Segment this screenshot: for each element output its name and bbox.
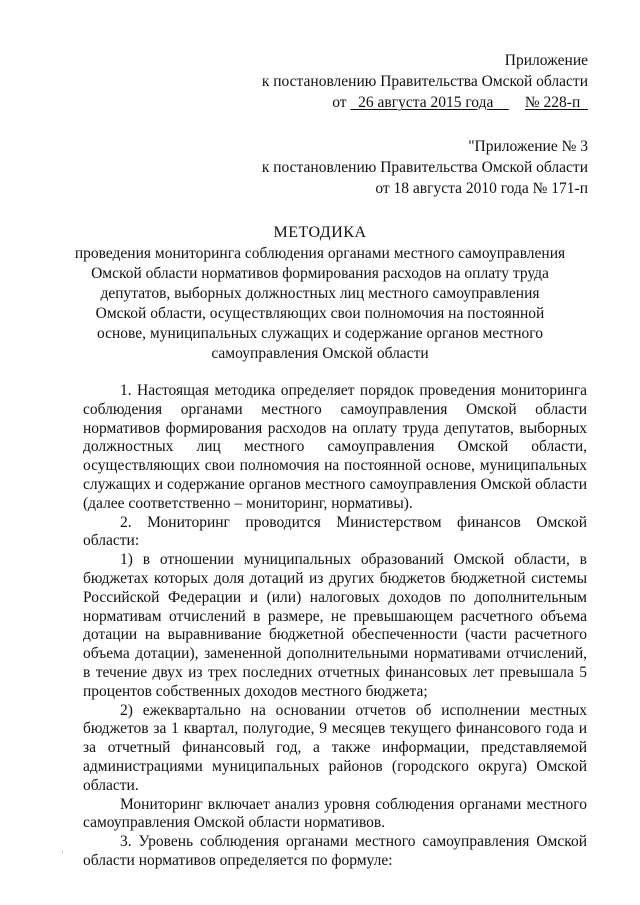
title-heading: МЕТОДИКА	[273, 224, 367, 241]
prior-appendix-header	[262, 136, 588, 199]
prior-resolution-date: от 18 августа 2010 года № 171-п	[375, 180, 588, 197]
paragraph-2: 2. Мониторинг проводится Министерством финансов Омской области:	[83, 513, 587, 550]
title-line-1: проведения мониторинга соблюдения органами местного самоуправления	[74, 245, 566, 262]
appendix-header	[262, 50, 588, 113]
appendix-date-line	[262, 92, 588, 113]
resolution-number-text: № 228-п	[524, 94, 581, 111]
title-line-3: депутатов, выборных должностных лиц местного самоуправления	[100, 285, 540, 302]
resolution-date	[350, 94, 508, 111]
appendix-resolution-ref: к постановлению Правительства Омской области	[261, 73, 588, 90]
paragraph-1: 1. Настоящая методика определяет порядок проведения мониторинга соблюдения органами местного самоуправления Омской области нормативов формирования расходов на оплату труда депутатов, выборных должностных лиц местного самоуправления Омской области, осуществляющих свои полномочия на постоянной основе, муниципальных служащих и содержание органов местного самоуправления Омской области (далее соответственно – мониторинг, нормативы).	[83, 382, 587, 512]
document-body	[83, 382, 587, 871]
title-line-6: самоуправления Омской области	[211, 345, 429, 362]
date-prefix: от	[332, 94, 347, 111]
title-line-2: Омской области нормативов формирования расходов на оплату труда	[91, 265, 549, 282]
title-line-5: основе, муниципальных служащих и содержание органов местного	[97, 325, 543, 342]
resolution-number	[525, 94, 588, 111]
appendix-label: Приложение	[504, 52, 588, 69]
prior-resolution-ref: к постановлению Правительства Омской области	[261, 159, 588, 176]
scan-artifact	[62, 850, 63, 854]
methodology-title	[60, 223, 580, 364]
paragraph-4: 2) ежеквартально на основании отчетов об исполнении местных бюджетов за 1 квартал, полугодие, 9 месяцев текущего финансового года и за отчетный финансовый год, а также информации, представляемой администрациями муниципальных районов (городского округа) Омской области.	[83, 701, 587, 794]
paragraph-3: 1) в отношении муниципальных образований Омской области, в бюджетах которых доля дотаций из других бюджетов бюджетной системы Российской Федерации и (или) налоговых доходов по дополнительным нормативам отчислений в размере, не превышающем расчетного объема дотации на выравнивание бюджетной обеспеченности (части расчетного объема дотации), замененной дополнительными нормативами отчислений, в течение двух из трех последних отчетных финансовых лет превышала 5 процентов собственных доходов местного бюджета;	[83, 551, 587, 700]
paragraph-6: 3. Уровень соблюдения органами местного самоуправления Омской области нормативов определяется по формуле:	[83, 833, 587, 869]
resolution-date-text: 26 августа 2015 года	[358, 94, 494, 111]
prior-appendix-label: "Приложение № 3	[468, 138, 588, 155]
title-line-4: Омской области, осуществляющих свои полномочия на постоянной	[95, 305, 545, 322]
paragraph-5: Мониторинг включает анализ уровня соблюдения органами местного самоуправления Омской области нормативов.	[83, 795, 587, 832]
